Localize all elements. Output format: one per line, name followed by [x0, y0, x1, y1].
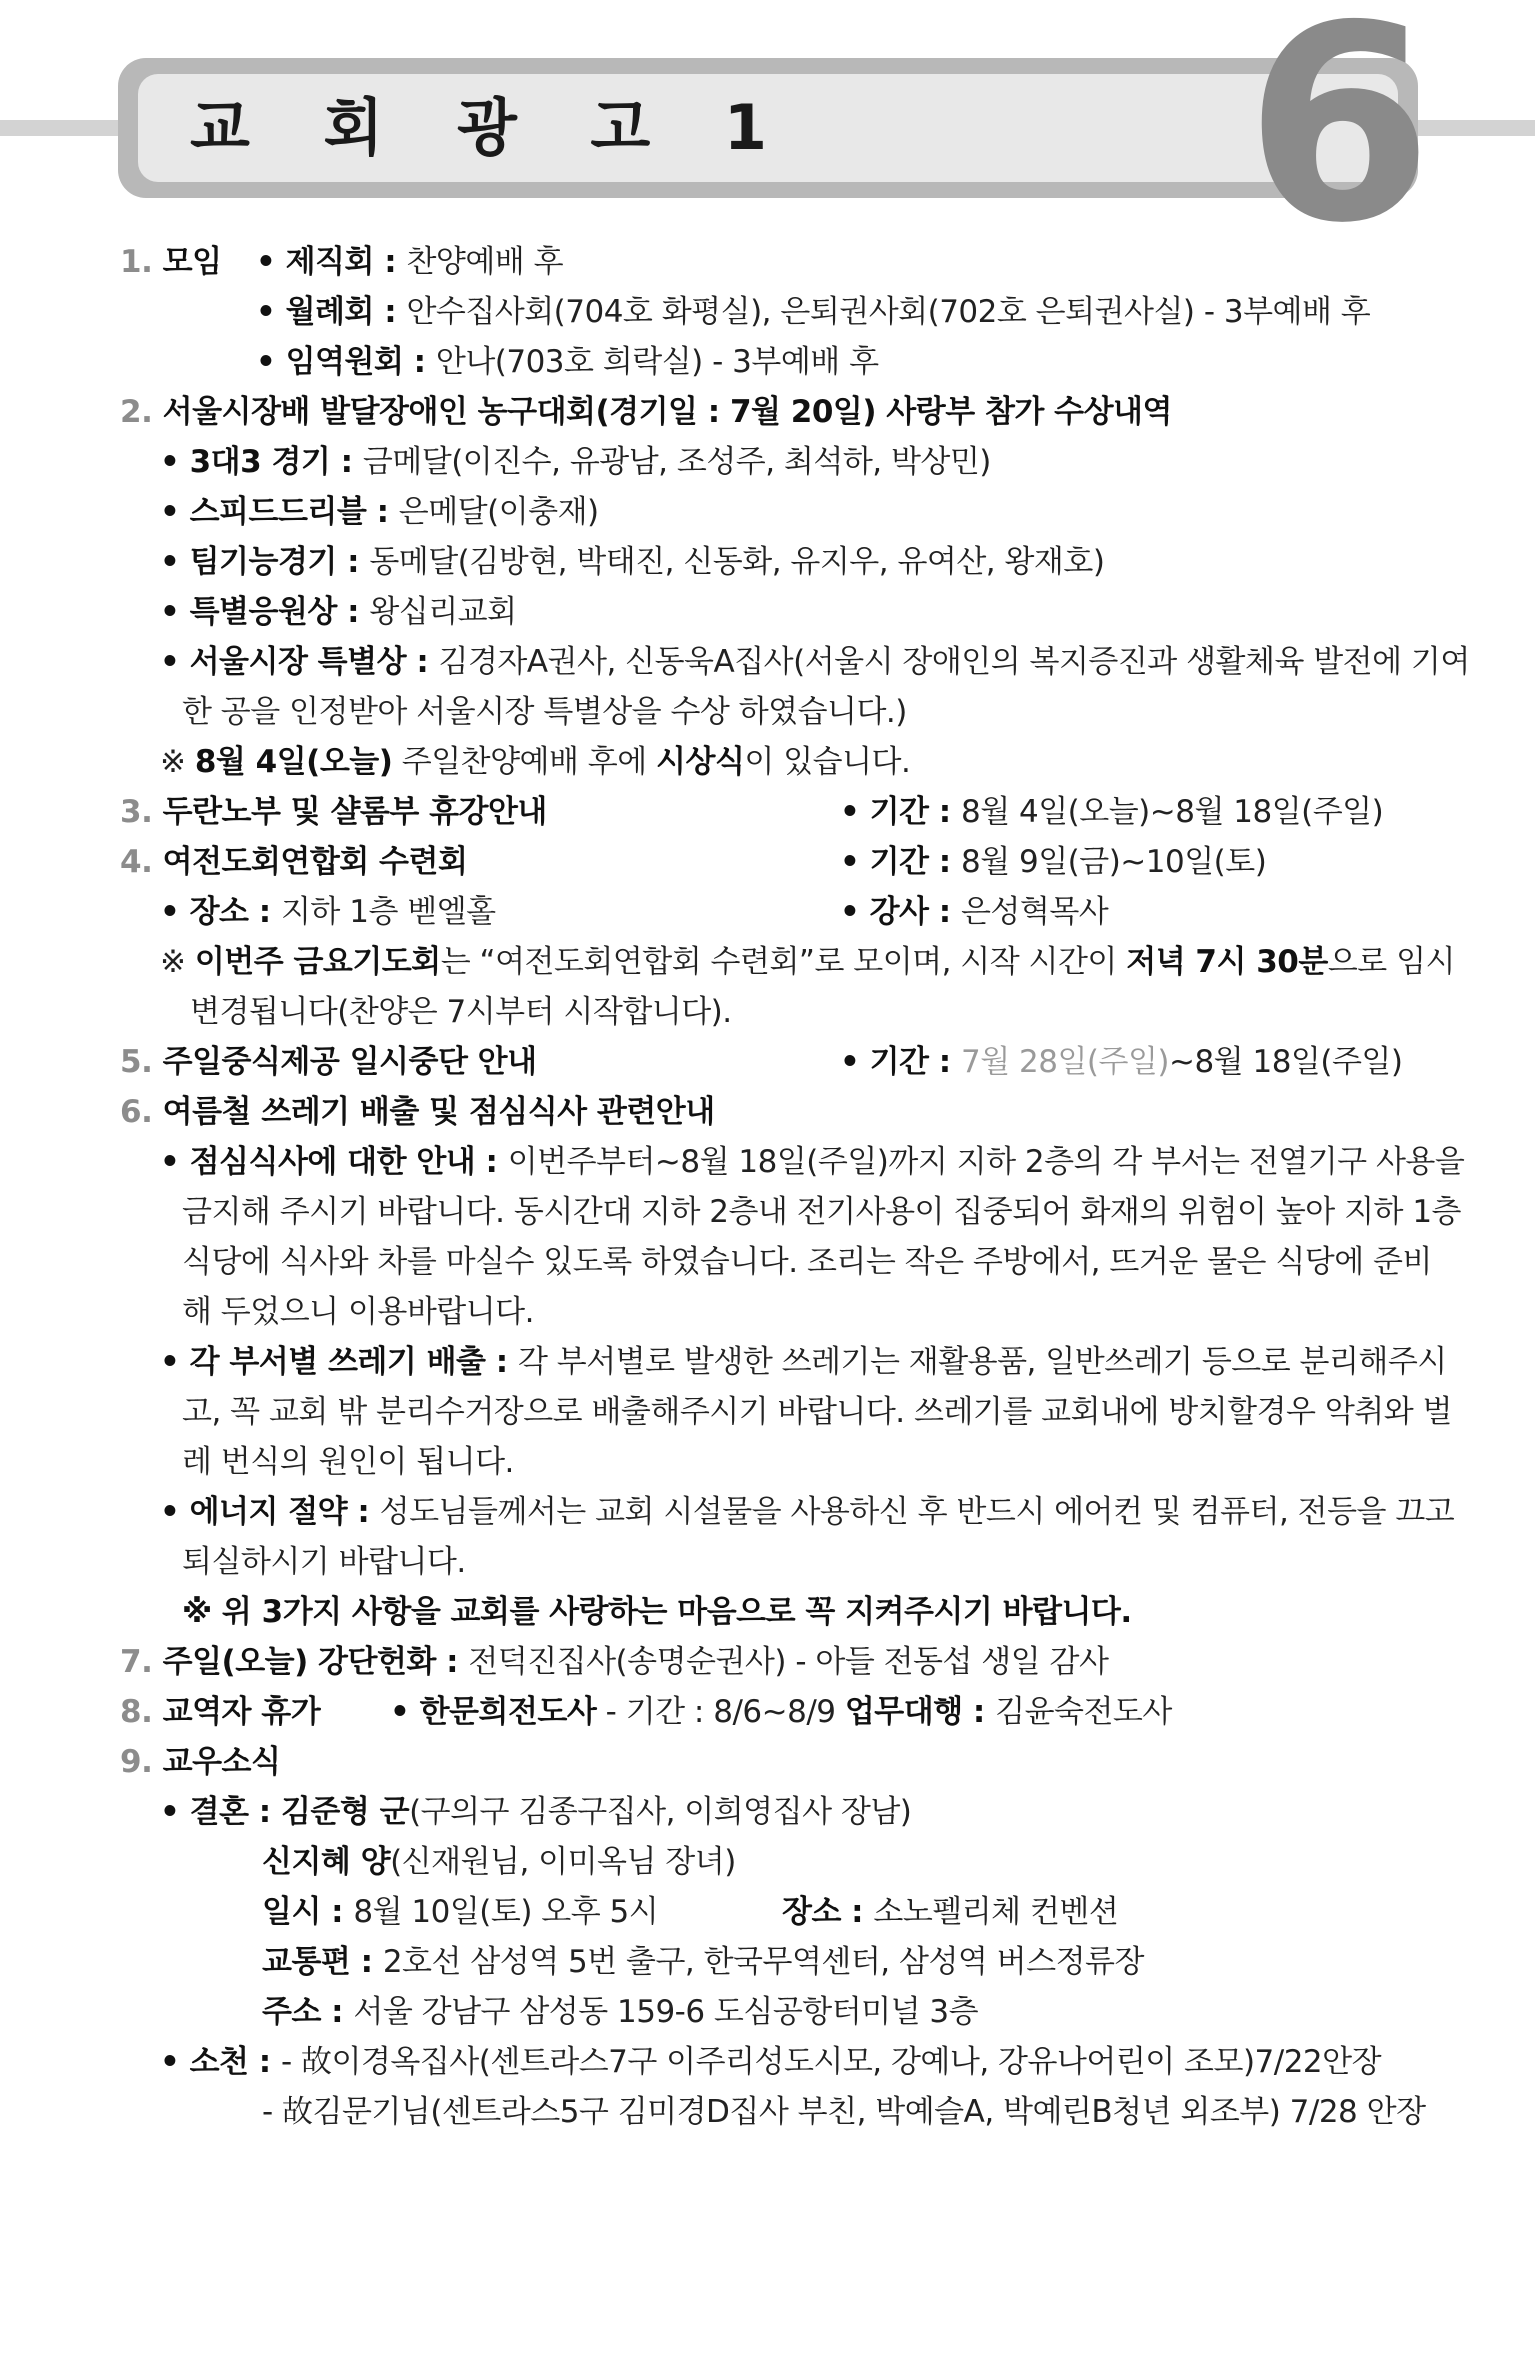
header-left-rule: [0, 120, 130, 136]
text-segment: (구의구 김종구집사, 이희영집사 장남): [409, 1794, 912, 1830]
text-segment: 저녁 7시 30분: [1126, 944, 1328, 980]
text-segment: 2호선 삼성역 5번 출구, 한국무역센터, 삼성역 버스정류장: [382, 1944, 1144, 1980]
text-segment: 금지해 주시기 바랍니다. 동시간대 지하 2층내 전기사용이 집중되어 화재의 위험이 높아 지하 1층: [182, 1194, 1461, 1230]
text-segment: 8월 4일(오늘)~8월 18일(주일): [960, 794, 1384, 830]
text-segment: ※: [160, 744, 195, 780]
text-segment: 은메달(이충재): [398, 494, 599, 530]
text-segment: 이번주 금요기도회: [194, 944, 441, 980]
text-segment: • 각 부서별 쓰레기 배출 :: [160, 1344, 518, 1380]
text-segment: 주일중식제공 일시중단 안내: [162, 1044, 537, 1080]
text-segment: 여름철 쓰레기 배출 및 점심식사 관련안내: [162, 1094, 715, 1130]
text-segment: 김경자A권사, 신동욱A집사(서울시 장애인의 복지증진과 생활체육 발전에 기여: [438, 644, 1470, 680]
text-line: [182, 1392, 1452, 1432]
text-segment: 1.: [120, 244, 163, 280]
text-line: [160, 1792, 911, 1832]
text-segment: 시상식: [656, 744, 745, 780]
text-line: [120, 1742, 280, 1782]
text-line: [262, 1842, 736, 1882]
text-segment: 이번주부터~8월 18일(주일)까지 지하 2층의 각 부서는 전열기구 사용을: [507, 1144, 1465, 1180]
text-segment: 일시 :: [262, 1894, 354, 1930]
text-line: [160, 542, 1104, 582]
text-segment: 신지혜 양: [262, 1844, 391, 1880]
text-segment: 김준형 군: [280, 1794, 410, 1830]
text-segment: • 한문희전도사: [390, 1694, 597, 1730]
text-segment: 식당에 식사와 차를 마실수 있도록 하였습니다. 조리는 작은 주방에서, 뜨거운 물은 식당에 준비: [182, 1244, 1432, 1280]
text-segment: 왕십리교회: [369, 594, 517, 630]
text-segment: ~8월 18일(주일): [1168, 1044, 1403, 1080]
text-segment: 8월 4일(오늘): [194, 744, 393, 780]
text-segment: 레 번식의 원인이 됩니다.: [182, 1444, 514, 1480]
text-segment: • 소천 :: [160, 2044, 281, 2080]
text-segment: 8월 9일(금)~10일(토): [960, 844, 1267, 880]
text-line: [160, 742, 910, 782]
text-segment: 한 공을 인정받아 서울시장 특별상을 수상 하였습니다.): [182, 694, 907, 730]
text-segment: 으로 임시: [1327, 944, 1455, 980]
text-segment: 두란노부 및 샬롬부 휴강안내: [162, 794, 547, 830]
text-segment: 안수집사회(704호 화평실), 은퇴권사회(702호 은퇴권사실) - 3부예배 후: [406, 294, 1371, 330]
text-segment: - 故김문기님(센트라스5구 김미경D집사 부친, 박예슬A, 박예린B청년 외조부) 7/28 안장: [262, 2094, 1426, 2130]
text-line: [120, 1642, 1108, 1682]
text-segment: 변경됩니다(찬양은 7시부터 시작합니다).: [190, 994, 732, 1030]
text-line: [390, 1692, 1172, 1732]
text-segment: 6.: [120, 1094, 163, 1130]
text-line: [182, 692, 907, 732]
text-segment: 4.: [120, 844, 163, 880]
text-segment: 교우소식: [162, 1744, 281, 1780]
text-line: [182, 1442, 514, 1482]
text-segment: 여전도회연합회 수련회: [162, 844, 468, 880]
text-segment: 8.: [120, 1694, 163, 1730]
text-segment: 금메달(이진수, 유광남, 조성주, 최석하, 박상민): [362, 444, 991, 480]
text-line: [120, 792, 547, 832]
text-segment: • 기간 :: [840, 844, 961, 880]
text-line: [182, 1292, 534, 1332]
text-line: [160, 892, 496, 932]
text-segment: 업무대행 :: [844, 1694, 996, 1730]
text-line: [160, 442, 991, 482]
text-line: [190, 992, 732, 1032]
text-line: [262, 1892, 658, 1932]
text-segment: 3.: [120, 794, 163, 830]
text-segment: 해 두었으니 이용바랍니다.: [182, 1294, 534, 1330]
text-segment: • 스피드드리블 :: [160, 494, 399, 530]
text-segment: • 임역원회 :: [256, 344, 436, 380]
text-segment: • 기간 :: [840, 794, 961, 830]
text-segment: 7.: [120, 1644, 163, 1680]
text-segment: - 기간 : 8/6~8/9: [596, 1694, 845, 1730]
text-segment: 소노펠리체 컨벤션: [873, 1894, 1119, 1930]
text-segment: 주일(오늘) 강단헌화 :: [162, 1644, 469, 1680]
text-segment: 성도님들께서는 교회 시설물을 사용하신 후 반드시 에어컨 및 컴퓨터, 전등을 끄고: [379, 1494, 1455, 1530]
text-segment: ※: [160, 944, 195, 980]
text-segment: • 점심식사에 대한 안내 :: [160, 1144, 508, 1180]
text-segment: (신재원님, 이미옥님 장녀): [390, 1844, 736, 1880]
text-line: [120, 842, 467, 882]
text-segment: • 장소 :: [160, 894, 281, 930]
text-segment: • 특별응원상 :: [160, 594, 370, 630]
text-segment: • 결혼 :: [160, 1794, 281, 1830]
text-line: [256, 342, 879, 382]
text-line: [256, 242, 563, 282]
text-line: [182, 1542, 466, 1582]
text-segment: 7월 28일(주일): [960, 1044, 1169, 1080]
text-segment: • 서울시장 특별상 :: [160, 644, 439, 680]
text-segment: 고, 꼭 교회 밖 분리수거장으로 배출해주시기 바랍니다. 쓰레기를 교회내에 방치할경우 악취와 벌: [182, 1394, 1452, 1430]
text-segment: 모임: [162, 244, 222, 280]
text-segment: - 故이경옥집사(센트라스7구 이주리성도시모, 강예나, 강유나어린이 조모)7/22안장: [280, 2044, 1382, 2080]
text-line: [262, 1942, 1144, 1982]
text-line: [160, 642, 1470, 682]
text-line: [160, 1492, 1454, 1532]
text-segment: 교통편 :: [262, 1944, 383, 1980]
text-line: [160, 592, 517, 632]
text-line: [160, 492, 599, 532]
text-segment: ※ 위 3가지 사항을 교회를 사랑하는 마음으로 꼭 지켜주시기 바랍니다.: [182, 1594, 1132, 1630]
text-segment: 은성혁목사: [960, 894, 1109, 930]
text-line: [120, 1692, 320, 1732]
text-segment: 서울 강남구 삼성동 159-6 도심공항터미널 3층: [353, 1994, 979, 2030]
text-segment: 지하 1층 벧엘홀: [280, 894, 496, 930]
text-segment: • 월례회 :: [256, 294, 407, 330]
text-line: [840, 1042, 1402, 1082]
text-segment: • 3대3 경기 :: [160, 444, 363, 480]
text-segment: • 에너지 절약 :: [160, 1494, 380, 1530]
text-line: [160, 942, 1455, 982]
text-segment: 주소 :: [262, 1994, 354, 2030]
text-segment: 김윤숙전도사: [995, 1694, 1172, 1730]
text-line: [160, 2042, 1381, 2082]
text-line: [120, 1042, 537, 1082]
text-segment: 8월 10일(토) 오후 5시: [353, 1894, 659, 1930]
text-line: [182, 1242, 1432, 1282]
text-line: [840, 842, 1266, 882]
text-segment: • 강사 :: [840, 894, 961, 930]
text-line: [840, 792, 1383, 832]
text-line: [120, 1092, 715, 1132]
text-segment: 는 “여전도회연합회 수련회”로 모이며, 시작 시간이: [440, 944, 1127, 980]
text-segment: 2.: [120, 394, 163, 430]
text-segment: 9.: [120, 1744, 163, 1780]
text-line: [262, 2092, 1426, 2132]
text-line: [840, 892, 1108, 932]
text-segment: 서울시장배 발달장애인 농구대회(경기일 : 7월 20일) 사랑부 참가 수상내역: [162, 394, 1172, 430]
text-segment: 각 부서별로 발생한 쓰레기는 재활용품, 일반쓰레기 등으로 분리해주시: [517, 1344, 1447, 1380]
text-line: [160, 1142, 1464, 1182]
text-segment: 교역자 휴가: [162, 1694, 321, 1730]
text-segment: 안나(703호 희락실) - 3부예배 후: [435, 344, 879, 380]
text-segment: 찬양예배 후: [406, 244, 564, 280]
text-line: [182, 1592, 1132, 1632]
text-segment: • 팀기능경기 :: [160, 544, 370, 580]
text-segment: 주일찬양예배 후에: [392, 744, 657, 780]
page-title: 교 회 광 고 1: [190, 91, 794, 164]
text-segment: • 기간 :: [840, 1044, 961, 1080]
text-line: [256, 292, 1370, 332]
text-line: [120, 242, 222, 282]
text-segment: 5.: [120, 1044, 163, 1080]
text-segment: 퇴실하시기 바랍니다.: [182, 1544, 466, 1580]
text-segment: 전덕진집사(송명순권사) - 아들 전동섭 생일 감사: [468, 1644, 1109, 1680]
text-line: [782, 1892, 1118, 1932]
text-segment: 이 있습니다.: [744, 744, 911, 780]
text-segment: 동메달(김방현, 박태진, 신동화, 유지우, 유여산, 왕재호): [369, 544, 1105, 580]
text-line: [182, 1192, 1461, 1232]
text-line: [160, 1342, 1447, 1382]
text-segment: 장소 :: [782, 1894, 874, 1930]
text-line: [120, 392, 1172, 432]
text-segment: • 제직회 :: [256, 244, 407, 280]
text-line: [262, 1992, 978, 2032]
page-number: 6: [1245, 0, 1433, 282]
